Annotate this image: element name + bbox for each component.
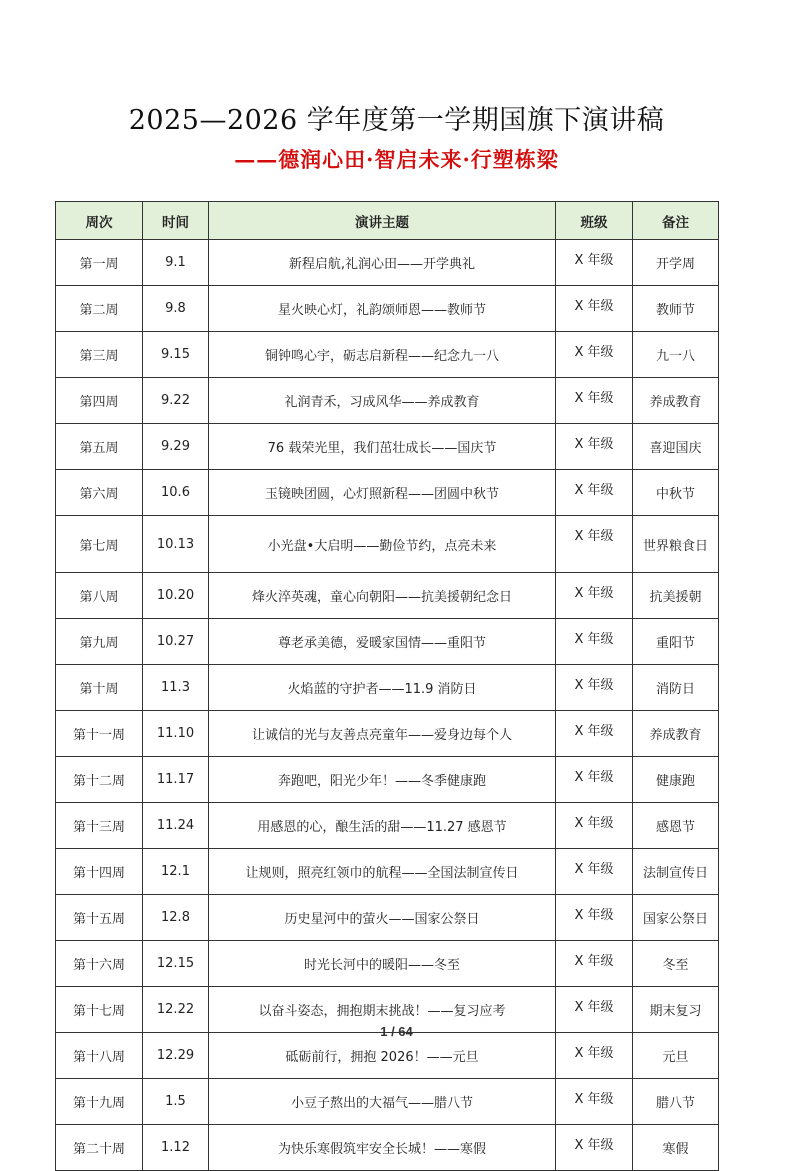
cell-class: X 年级	[556, 757, 633, 803]
table-row	[56, 516, 719, 573]
cell-note: 冬至	[633, 941, 719, 987]
cell-note: 抗美援朝	[633, 573, 719, 619]
cell-week: 第十二周	[56, 757, 143, 803]
cell-note: 法制宣传日	[633, 849, 719, 895]
cell-class: X 年级	[556, 941, 633, 987]
cell-time: 9.29	[143, 424, 209, 470]
cell-class: X 年级	[556, 665, 633, 711]
cell-topic: 以奋斗姿态，拥抱期末挑战！——复习应考	[209, 987, 556, 1033]
cell-class: X 年级	[556, 240, 633, 286]
cell-time: 12.8	[143, 895, 209, 941]
cell-topic: 历史星河中的萤火——国家公祭日	[209, 895, 556, 941]
cell-class: X 年级	[556, 987, 633, 1033]
cell-note: 九一八	[633, 332, 719, 378]
cell-topic: 小光盘•大启明——勤俭节约，点亮未来	[209, 516, 556, 573]
table-row	[56, 240, 719, 286]
table-row	[56, 424, 719, 470]
table-row	[56, 941, 719, 987]
table-row	[56, 803, 719, 849]
cell-class: X 年级	[556, 516, 633, 573]
table-row	[56, 849, 719, 895]
cell-class: X 年级	[556, 619, 633, 665]
cell-note: 养成教育	[633, 378, 719, 424]
cell-time: 11.10	[143, 711, 209, 757]
cell-class: X 年级	[556, 424, 633, 470]
cell-topic: 烽火淬英魂，童心向朝阳——抗美援朝纪念日	[209, 573, 556, 619]
cell-class: X 年级	[556, 895, 633, 941]
cell-time: 11.3	[143, 665, 209, 711]
table-row	[56, 665, 719, 711]
cell-week: 第九周	[56, 619, 143, 665]
table-row	[56, 757, 719, 803]
table-row	[56, 378, 719, 424]
table-row	[56, 286, 719, 332]
cell-topic: 尊老承美德，爱暖家国情——重阳节	[209, 619, 556, 665]
cell-topic: 用感恩的心，酿生活的甜——11.27 感恩节	[209, 803, 556, 849]
cell-time: 1.12	[143, 1125, 209, 1171]
cell-class: X 年级	[556, 803, 633, 849]
cell-topic: 小豆子熬出的大福气——腊八节	[209, 1079, 556, 1125]
cell-week: 第六周	[56, 470, 143, 516]
cell-week: 第十三周	[56, 803, 143, 849]
cell-note: 重阳节	[633, 619, 719, 665]
cell-time: 9.1	[143, 240, 209, 286]
cell-week: 第十七周	[56, 987, 143, 1033]
cell-note: 世界粮食日	[633, 516, 719, 573]
cell-topic: 为快乐寒假筑牢安全长城！——寒假	[209, 1125, 556, 1171]
cell-class: X 年级	[556, 470, 633, 516]
cell-time: 10.13	[143, 516, 209, 573]
cell-topic: 奔跑吧，阳光少年！——冬季健康跑	[209, 757, 556, 803]
cell-class: X 年级	[556, 378, 633, 424]
cell-week: 第七周	[56, 516, 143, 573]
header-time: 时间	[143, 202, 209, 240]
cell-topic: 礼润青禾，习成风华——养成教育	[209, 378, 556, 424]
cell-note: 开学周	[633, 240, 719, 286]
table-row	[56, 619, 719, 665]
cell-time: 11.17	[143, 757, 209, 803]
cell-time: 12.15	[143, 941, 209, 987]
cell-topic: 时光长河中的暖阳——冬至	[209, 941, 556, 987]
document-subtitle: ——德润心田·智启未来·行塑栋梁	[234, 147, 559, 172]
cell-class: X 年级	[556, 1079, 633, 1125]
cell-week: 第十九周	[56, 1079, 143, 1125]
header-topic: 演讲主题	[209, 202, 556, 240]
cell-topic: 新程启航,礼润心田——开学典礼	[209, 240, 556, 286]
table-row	[56, 332, 719, 378]
cell-time: 10.20	[143, 573, 209, 619]
cell-class: X 年级	[556, 849, 633, 895]
cell-topic: 让诚信的光与友善点亮童年——爱身边每个人	[209, 711, 556, 757]
cell-time: 12.29	[143, 1033, 209, 1079]
table-row	[56, 895, 719, 941]
cell-week: 第十一周	[56, 711, 143, 757]
cell-week: 第五周	[56, 424, 143, 470]
page-indicator: 1 / 64	[380, 1024, 413, 1039]
cell-topic: 76 载荣光里，我们茁壮成长——国庆节	[209, 424, 556, 470]
cell-note: 感恩节	[633, 803, 719, 849]
cell-time: 9.15	[143, 332, 209, 378]
cell-note: 教师节	[633, 286, 719, 332]
document-title: 2025—2026 学年度第一学期国旗下演讲稿	[128, 105, 665, 136]
cell-time: 11.24	[143, 803, 209, 849]
cell-week: 第十周	[56, 665, 143, 711]
header-note: 备注	[633, 202, 719, 240]
table-row	[56, 573, 719, 619]
cell-topic: 火焰蓝的守护者——11.9 消防日	[209, 665, 556, 711]
cell-time: 10.27	[143, 619, 209, 665]
cell-topic: 星火映心灯，礼韵颂师恩——教师节	[209, 286, 556, 332]
table-header-row	[56, 202, 719, 240]
cell-note: 寒假	[633, 1125, 719, 1171]
cell-week: 第三周	[56, 332, 143, 378]
table-row	[56, 1125, 719, 1171]
table-row	[56, 1033, 719, 1079]
header-week: 周次	[56, 202, 143, 240]
cell-time: 1.5	[143, 1079, 209, 1125]
cell-week: 第十八周	[56, 1033, 143, 1079]
cell-class: X 年级	[556, 332, 633, 378]
cell-time: 12.1	[143, 849, 209, 895]
header-class: 班级	[556, 202, 633, 240]
cell-note: 腊八节	[633, 1079, 719, 1125]
cell-topic: 玉镜映团圆，心灯照新程——团圆中秋节	[209, 470, 556, 516]
cell-note: 消防日	[633, 665, 719, 711]
cell-note: 中秋节	[633, 470, 719, 516]
cell-topic: 让规则，照亮红领巾的航程——全国法制宣传日	[209, 849, 556, 895]
cell-class: X 年级	[556, 1033, 633, 1079]
cell-topic: 砥砺前行，拥抱 2026！——元旦	[209, 1033, 556, 1079]
cell-week: 第四周	[56, 378, 143, 424]
table-row	[56, 470, 719, 516]
cell-class: X 年级	[556, 711, 633, 757]
cell-note: 元旦	[633, 1033, 719, 1079]
cell-class: X 年级	[556, 1125, 633, 1171]
cell-week: 第十五周	[56, 895, 143, 941]
cell-time: 10.6	[143, 470, 209, 516]
cell-time: 12.22	[143, 987, 209, 1033]
cell-note: 健康跑	[633, 757, 719, 803]
cell-note: 养成教育	[633, 711, 719, 757]
cell-note: 期末复习	[633, 987, 719, 1033]
table-row	[56, 711, 719, 757]
cell-time: 9.22	[143, 378, 209, 424]
cell-week: 第一周	[56, 240, 143, 286]
cell-week: 第二周	[56, 286, 143, 332]
cell-class: X 年级	[556, 573, 633, 619]
cell-time: 9.8	[143, 286, 209, 332]
cell-week: 第八周	[56, 573, 143, 619]
cell-topic: 铜钟鸣心宇，砺志启新程——纪念九一八	[209, 332, 556, 378]
cell-week: 第二十周	[56, 1125, 143, 1171]
table-row	[56, 1079, 719, 1125]
cell-class: X 年级	[556, 286, 633, 332]
cell-note: 喜迎国庆	[633, 424, 719, 470]
cell-week: 第十四周	[56, 849, 143, 895]
cell-week: 第十六周	[56, 941, 143, 987]
cell-note: 国家公祭日	[633, 895, 719, 941]
